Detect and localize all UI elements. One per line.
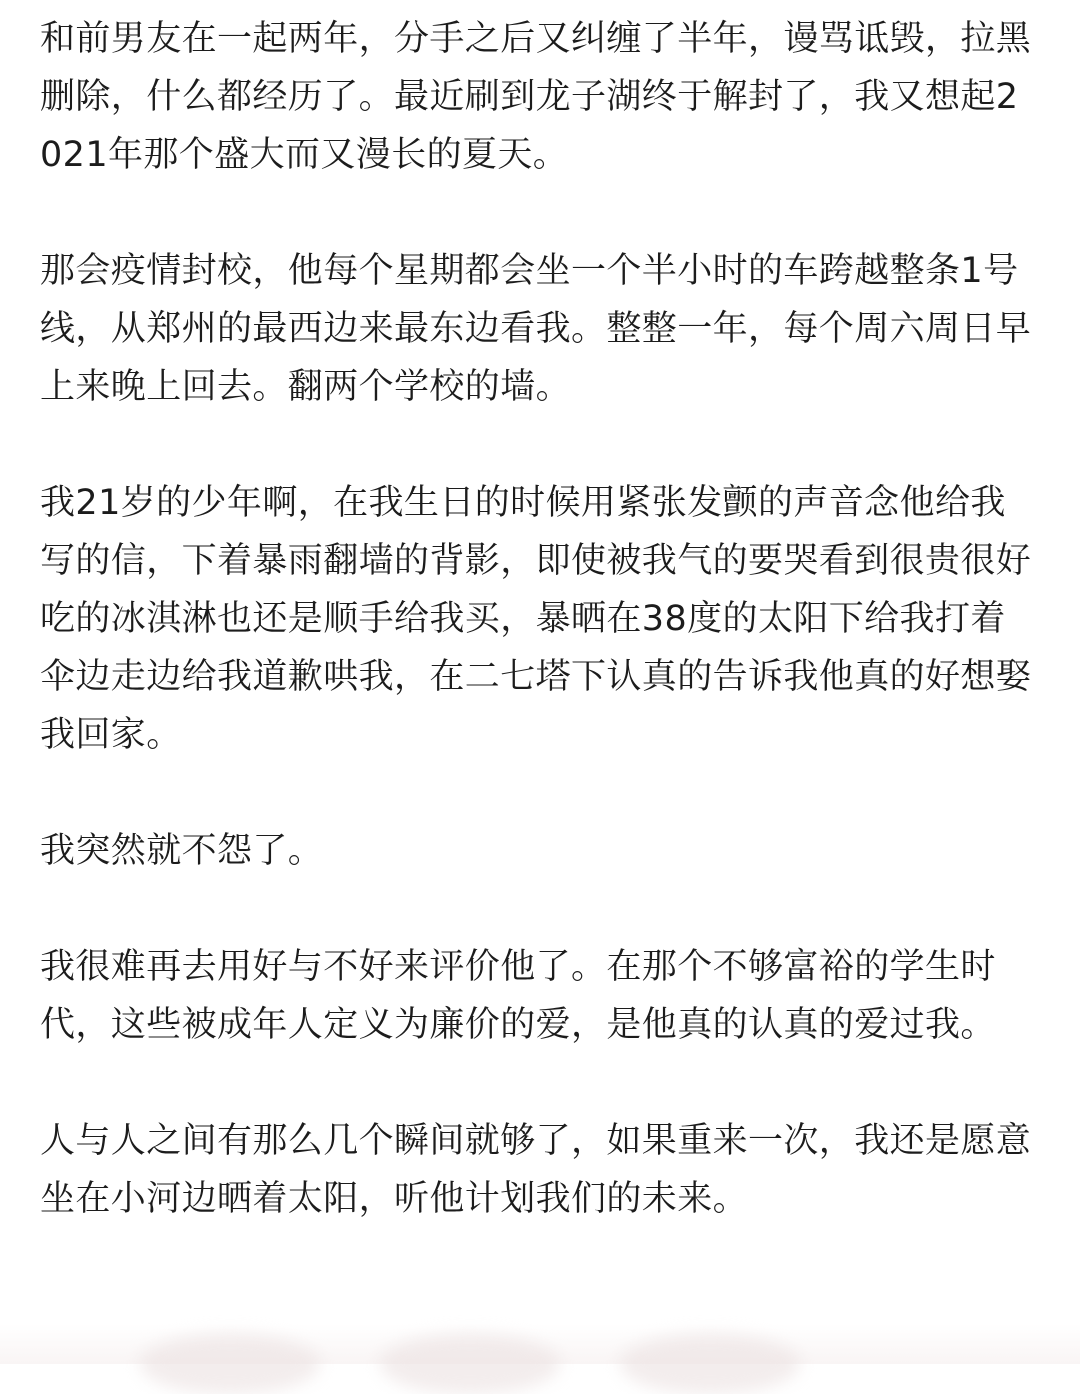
bottom-image-thumbnail	[140, 1334, 320, 1394]
post-paragraph-3: 我21岁的少年啊，在我生日的时候用紧张发颤的声音念他给我写的信，下着暴雨翻墙的背影，即使被我气的要哭看到很贵很好吃的冰淇淋也还是顺手给我买，暴晒在38度的太阳下给我打着伞边走边给我道歉哄我，在二七塔下认真的告诉我他真的好想娶我回家。	[40, 483, 1032, 755]
post-paragraph-4: 我突然就不怨了。	[40, 831, 324, 871]
bottom-image-thumbnail	[380, 1334, 560, 1394]
bottom-image-thumbnail	[620, 1334, 800, 1394]
post-paragraph-6: 人与人之间有那么几个瞬间就够了，如果重来一次，我还是愿意坐在小河边晒着太阳，听他计划我们的未来。	[40, 1121, 1032, 1219]
post-paragraph-2: 那会疫情封校，他每个星期都会坐一个半小时的车跨越整条1号线，从郑州的最西边来最东边看我。整整一年，每个周六周日早上来晚上回去。翻两个学校的墙。	[40, 251, 1032, 407]
post-body	[40, 10, 1040, 1286]
post-paragraph-5: 我很难再去用好与不好来评价他了。在那个不够富裕的学生时代，这些被成年人定义为廉价的爱，是他真的认真的爱过我。	[40, 947, 996, 1045]
post-paragraph-1: 和前男友在一起两年，分手之后又纠缠了半年，谩骂诋毁，拉黑删除，什么都经历了。最近刷到龙子湖终于解封了，我又想起2021年那个盛大而又漫长的夏天。	[40, 19, 1032, 175]
